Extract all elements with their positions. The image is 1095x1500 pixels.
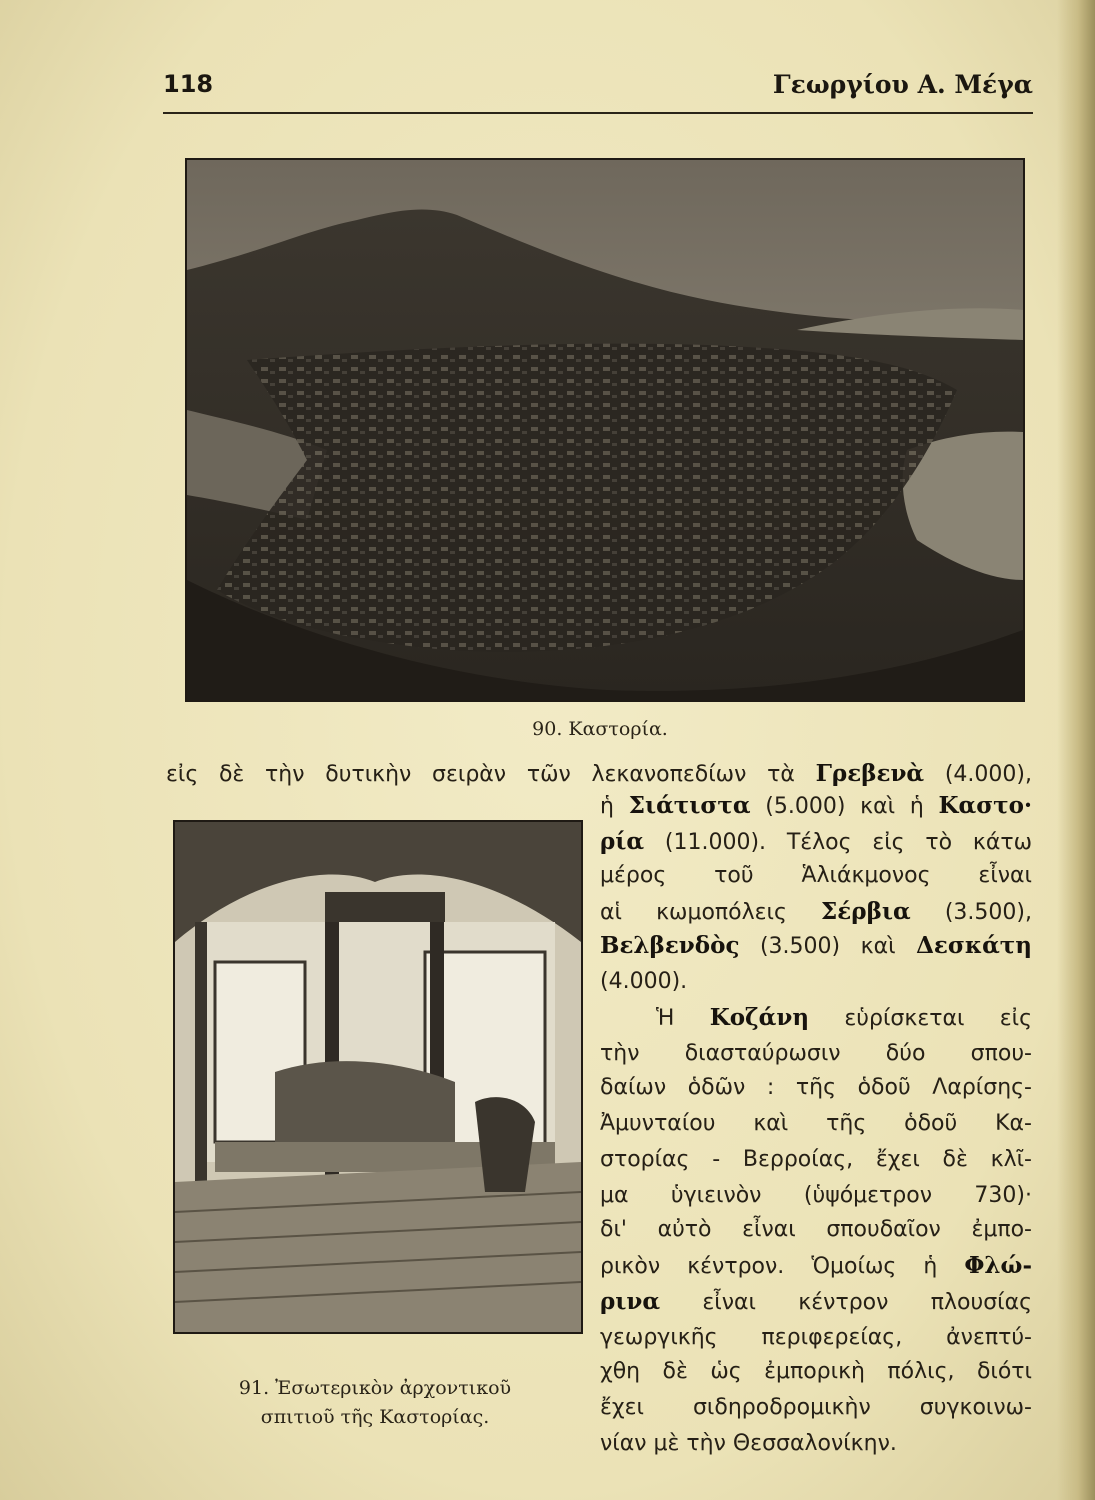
text-line-7: (4.000). — [600, 969, 688, 994]
mansion-interior-image — [175, 822, 581, 1332]
page-number: 118 — [163, 70, 214, 98]
text-line-5: αἱ κωμοπόλεις Σέρβια (3.500), — [600, 898, 1032, 925]
figure-91-caption — [200, 1374, 550, 1432]
text-line-9: τὴν διασταύρωσιν δύο σπου- — [600, 1041, 1032, 1066]
text-line-18: χθη δὲ ὡς ἐμπορικὴ πόλις, διότι — [600, 1359, 1032, 1384]
text-line-1: εἰς δὲ τὴν δυτικὴν σειρὰν τῶν λεκανοπεδίων τὰ Γρεβενὰ (4.000), — [166, 760, 1032, 787]
text-line-19: ἔχει σιδηροδρομικὴν συγκοινω- — [600, 1395, 1032, 1420]
text-line-10: δαίων ὁδῶν : τῆς ὁδοῦ Λαρίσης- — [600, 1075, 1032, 1100]
running-head: Γεωργίου Α. Μέγα — [772, 70, 1033, 99]
mansion-interior-photo — [173, 820, 583, 1334]
text-line-8: Ἡ Κοζάνη εὑρίσκεται εἰς — [656, 1004, 1032, 1031]
kastoria-panorama-image — [187, 160, 1023, 700]
text-line-11: Ἀμυνταίου καὶ τῆς ὁδοῦ Κα- — [600, 1111, 1032, 1136]
text-line-12: στορίας - Βερροίας, ἔχει δὲ κλῖ- — [600, 1147, 1032, 1172]
text-line-15: ρικὸν κέντρον. Ὁμοίως ἡ Φλώ- — [600, 1252, 1032, 1279]
figure-91-caption-line2: σπιτιοῦ τῆς Καστορίας. — [260, 1406, 490, 1428]
text-line-6: Βελβενδὸς (3.500) καὶ Δεσκάτη — [600, 932, 1032, 959]
figure-90-caption: 90. Καστορία. — [532, 718, 668, 740]
text-line-17: γεωργικῆς περιφερείας, ἀνεπτύ- — [600, 1325, 1032, 1350]
page-binding-shadow — [1057, 0, 1095, 1500]
header-rule — [163, 112, 1033, 114]
text-line-2: ἡ Σιάτιστα (5.000) καὶ ἡ Καστο· — [600, 792, 1033, 819]
text-line-4: μέρος τοῦ Ἁλιάκμονος εἶναι — [600, 863, 1032, 888]
kastoria-panorama-photo — [185, 158, 1025, 702]
text-line-16: ρινα εἶναι κέντρον πλουσίας — [600, 1288, 1032, 1315]
text-line-14: δι' αὐτὸ εἶναι σπουδαῖον ἐμπο- — [600, 1217, 1032, 1242]
text-line-3: ρία (11.000). Τέλος εἰς τὸ κάτω — [600, 828, 1032, 855]
text-line-13: μα ὑγιεινὸν (ὑψόμετρον 730)· — [600, 1183, 1032, 1208]
figure-91-caption-line1: 91. Ἐσωτερικὸν ἀρχοντικοῦ — [238, 1377, 512, 1399]
text-line-20: νίαν μὲ τὴν Θεσσαλονίκην. — [600, 1431, 897, 1456]
page-header — [163, 70, 1033, 114]
